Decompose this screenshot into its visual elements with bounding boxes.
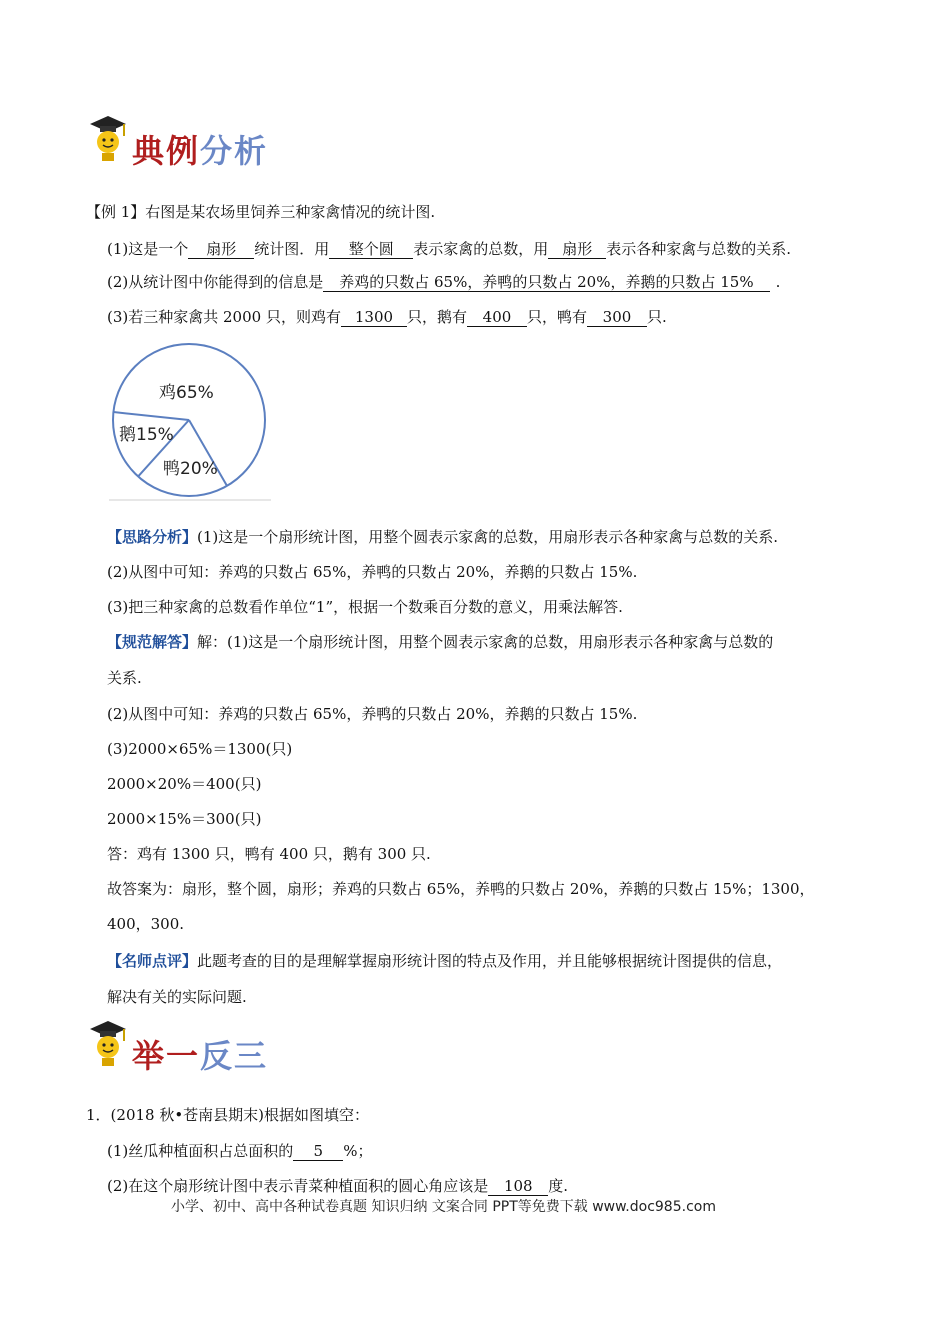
banner-title-part2: 反三	[200, 1037, 269, 1075]
blank-7: 300	[587, 308, 647, 327]
solution-line-4: (3)2000×65%＝1300(只)	[107, 740, 293, 758]
solution-line-8: 故答案为：扇形，整个圆，扇形；养鸡的只数占 65%，养鸭的只数占 20%，养鹅的只数占 15%；1300，	[107, 880, 815, 898]
blank-5: 1300	[341, 308, 407, 327]
section-banner-example	[86, 112, 276, 172]
solution-line-9: 400，300.	[107, 915, 185, 933]
analysis-line-1: 【思路分析】(1)这是一个扇形统计图，用整个圆表示家禽的总数，用扇形表示各种家禽与总数的关系.	[107, 528, 779, 546]
blank-3: 扇形	[548, 240, 606, 259]
scholar-bulb-icon	[86, 112, 130, 168]
banner-title-part1: 举一	[132, 1037, 201, 1075]
blank-9: 108	[488, 1177, 548, 1196]
blank-1: 扇形	[188, 240, 254, 259]
blank-2: 整个圆	[329, 240, 413, 259]
comment-line-1: 【名师点评】此题考查的目的是理解掌握扇形统计图的特点及作用，并且能够根据统计图提供的信息，	[107, 952, 783, 970]
pie-label-chicken: 鸡65%	[159, 383, 214, 403]
practice-p2: (2)在这个扇形统计图中表示青菜种植面积的圆心角应该是 108 度.	[107, 1177, 569, 1195]
blank-6: 400	[467, 308, 527, 327]
blank-4: 养鸡的只数占 65%，养鸭的只数占 20%，养鹅的只数占 15%	[323, 273, 769, 292]
solution-line-3: (2)从图中可知：养鸡的只数占 65%，养鸭的只数占 20%，养鹅的只数占 15%.	[107, 705, 638, 723]
solution-line-1: 【规范解答】解：(1)这是一个扇形统计图，用整个圆表示家禽的总数，用扇形表示各种家禽与总数的	[107, 633, 774, 651]
banner-title-part2: 分析	[200, 132, 269, 170]
tag-thinking: 【思路分析】	[107, 528, 198, 546]
example-q2: (2)从统计图中你能得到的信息是 养鸡的只数占 65%，养鸭的只数占 20%，养鹅的只数占 15% .	[107, 273, 781, 291]
solution-line-7: 答：鸡有 1300 只，鸭有 400 只，鹅有 300 只.	[107, 845, 431, 863]
footer-text: 小学、初中、高中各种试卷真题 知识归纳 文案合同 PPT等免费下载 www.doc985.com	[171, 1199, 716, 1215]
banner-title-part1: 典例	[132, 132, 201, 170]
comment-line-2: 解决有关的实际问题.	[107, 988, 247, 1006]
solution-line-5: 2000×20%＝400(只)	[107, 775, 262, 793]
tag-comment: 【名师点评】	[107, 952, 198, 970]
practice-q1: 1．(2018 秋•苍南县期末)根据如图填空：	[86, 1106, 370, 1124]
analysis-line-3: (3)把三种家禽的总数看作单位“1”，根据一个数乘百分数的意义，用乘法解答.	[107, 598, 623, 616]
solution-line-6: 2000×15%＝300(只)	[107, 810, 262, 828]
scholar-bulb-icon	[86, 1017, 130, 1073]
pie-label-goose: 鹅15%	[119, 425, 174, 445]
pie-chart	[107, 336, 271, 502]
practice-p1: (1)丝瓜种植面积占总面积的 5 %；	[107, 1142, 373, 1160]
example-q1: (1)这是一个 扇形 统计图．用 整个圆 表示家禽的总数，用 扇形 表示各种家禽与总数的关系.	[107, 240, 792, 258]
example-q3: (3)若三种家禽共 2000 只，则鸡有 1300 只，鹅有 400 只，鸭有 300 只.	[107, 308, 667, 326]
analysis-line-2: (2)从图中可知：养鸡的只数占 65%，养鸭的只数占 20%，养鹅的只数占 15%.	[107, 563, 638, 581]
solution-line-2: 关系.	[107, 669, 142, 687]
pie-label-duck: 鸭20%	[163, 459, 218, 479]
section-banner-practice	[86, 1017, 276, 1077]
tag-solution: 【规范解答】	[107, 633, 198, 651]
blank-8: 5	[293, 1142, 343, 1161]
example-intro: 【例 1】右图是某农场里饲养三种家禽情况的统计图.	[86, 203, 436, 221]
